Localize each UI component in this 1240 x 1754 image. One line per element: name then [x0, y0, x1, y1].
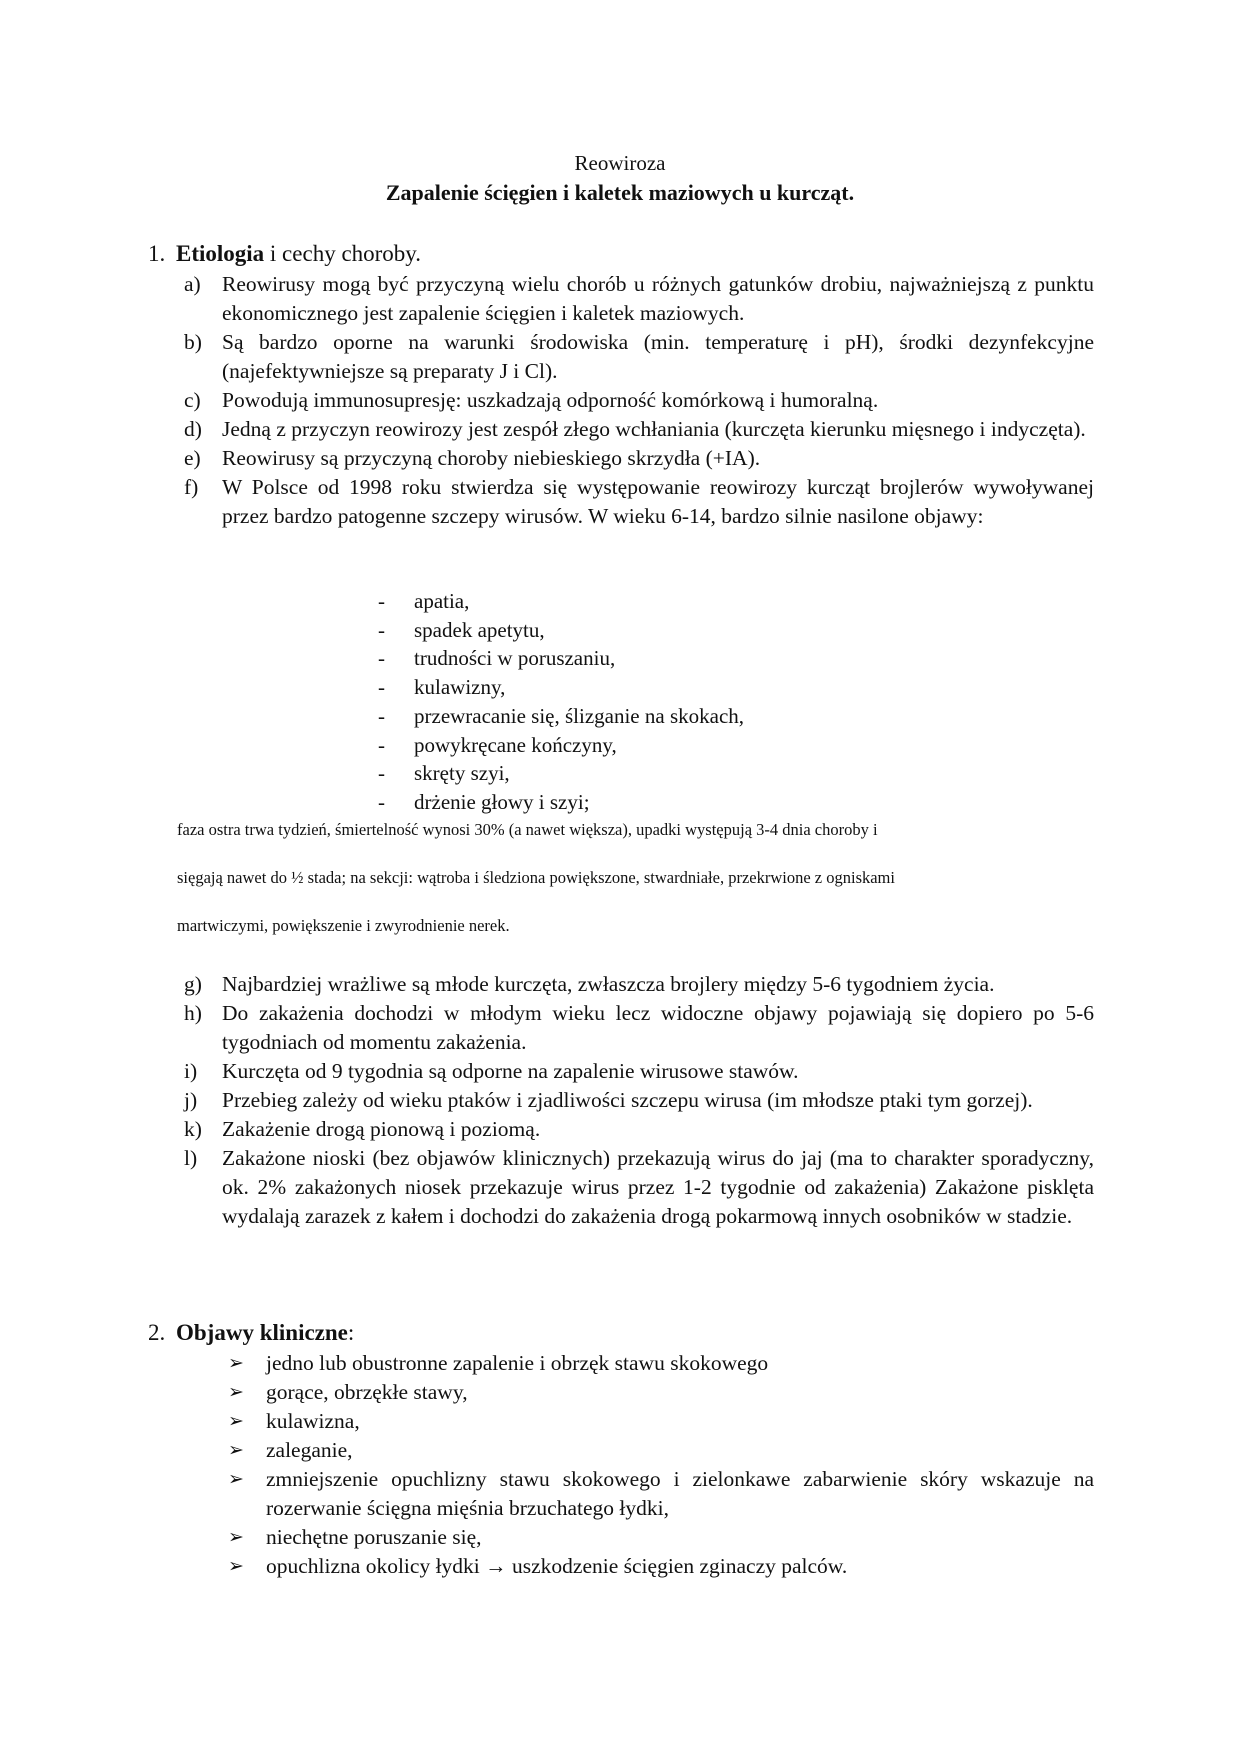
item-letter: f)	[184, 475, 199, 499]
dash-icon: -	[378, 617, 385, 642]
list-item	[184, 328, 1094, 386]
list-item	[378, 702, 744, 731]
item-text: kulawizny,	[414, 675, 506, 700]
item-text: przewracanie się, ślizganie na skokach,	[414, 703, 745, 728]
arrow-bullet-icon: ➢	[228, 1440, 244, 1461]
symptoms-dash-list	[378, 587, 744, 817]
list-item	[184, 970, 1094, 999]
list-item	[184, 415, 1094, 444]
item-letter: l)	[184, 1146, 198, 1170]
section-heading-rest: i cechy choroby.	[264, 241, 422, 266]
list-items-a	[184, 270, 1094, 531]
item-text: Reowirusy są przyczyną choroby niebieskiego skrzydła (+IA).	[222, 446, 761, 470]
list-item	[378, 616, 744, 645]
list-item	[184, 1086, 1094, 1115]
dash-icon: -	[378, 703, 385, 728]
item-text: Przebieg zależy od wieku ptaków i zjadliwości szczepu wirusa (im młodsze ptaki tym gorzej).	[222, 1088, 1033, 1112]
list-item	[228, 1523, 1094, 1552]
acute-phase-note	[177, 806, 1097, 950]
item-text: skręty szyi,	[414, 761, 510, 786]
list-item	[184, 1115, 1094, 1144]
list-item	[184, 444, 1094, 473]
list-item	[184, 270, 1094, 328]
section-number: 1.	[148, 241, 166, 266]
item-text: niechętne poruszanie się,	[266, 1525, 482, 1549]
list-item	[378, 673, 744, 702]
list-item	[378, 587, 744, 616]
dash-icon: -	[378, 789, 385, 814]
arrow-bullet-icon: ➢	[228, 1556, 244, 1577]
item-letter: b)	[184, 330, 202, 354]
item-text: Są bardzo oporne na warunki środowiska (min. temperaturę i pH), środki dezynfekcyjne (najefektywniejsze są preparaty J i Cl).	[222, 330, 1094, 383]
item-text: Powodują immunosupresję: uszkadzają odporność komórkową i humoralną.	[222, 388, 879, 412]
item-text: trudności w poruszaniu,	[414, 646, 616, 671]
item-letter: e)	[184, 446, 201, 470]
dash-icon: -	[378, 589, 385, 613]
section-1-heading	[148, 241, 421, 267]
list-item	[184, 473, 1094, 531]
item-text: Reowirusy mogą być przyczyną wielu chorób u różnych gatunków drobiu, najważniejszą z punktu ekonomicznego jest zapalenie ścięgien i kaletek maziowych.	[222, 272, 1094, 325]
item-letter: i)	[184, 1059, 198, 1083]
item-letter: k)	[184, 1117, 202, 1141]
list-item	[184, 1057, 1094, 1086]
item-text: jedno lub obustronne zapalenie i obrzęk stawu skokowego	[266, 1351, 769, 1375]
dash-icon: -	[378, 761, 385, 786]
arrow-bullet-icon: ➢	[228, 1411, 244, 1432]
arrow-bullet-icon: ➢	[228, 1527, 244, 1548]
list-item	[228, 1552, 1094, 1581]
arrow-bullet-icon: ➢	[228, 1382, 244, 1403]
item-letter: d)	[184, 417, 202, 441]
item-letter: j)	[184, 1088, 198, 1112]
item-letter: c)	[184, 388, 201, 412]
list-items-b	[184, 970, 1094, 1231]
item-letter: h)	[184, 1001, 202, 1025]
section-2-heading	[148, 1320, 354, 1346]
item-text: Do zakażenia dochodzi w młodym wieku lecz widoczne objawy pojawiają się dopiero po 5-6 tygodniach od momentu zakażenia.	[222, 1001, 1094, 1054]
list-item	[184, 999, 1094, 1057]
item-text: Kurczęta od 9 tygodnia są odporne na zapalenie wirusowe stawów.	[222, 1059, 799, 1083]
list-item	[228, 1378, 1094, 1407]
list-item	[228, 1407, 1094, 1436]
item-text: gorące, obrzękłe stawy,	[266, 1380, 468, 1404]
note-line: faza ostra trwa tydzień, śmiertelność wynosi 30% (a nawet większa), upadki występują 3-4 dnia choroby i	[177, 820, 878, 839]
section-number: 2.	[148, 1320, 166, 1345]
item-text: kulawizna,	[266, 1409, 360, 1433]
section-heading-bold: Etiologia	[176, 241, 265, 266]
dash-icon: -	[378, 675, 385, 700]
list-item	[228, 1465, 1094, 1523]
list-item	[378, 644, 744, 673]
item-text: W Polsce od 1998 roku stwierdza się występowanie reowirozy kurcząt brojlerów wywoływanej przez bardzo patogenne szczepy wirusów. W wieku 6-14, bardzo silnie nasilone objawy:	[222, 475, 1094, 528]
arrow-bullet-icon: ➢	[228, 1353, 244, 1374]
dash-icon: -	[378, 646, 385, 671]
item-text: apatia,	[414, 589, 470, 613]
item-letter: a)	[184, 272, 201, 296]
list-item	[184, 1144, 1094, 1231]
item-text: Zakażone nioski (bez objawów klinicznych) przekazują wirus do jaj (ma to charakter sporadyczny, ok. 2% zakażonych niosek przekazuje wirus przez 1-2 tygodnie od zakażenia) Zakażone pisklęta wydalają zarazek z kałem i dochodzi do zakażenia drogą pokarmową innych osobników w stadzie.	[222, 1146, 1094, 1228]
item-text: zmniejszenie opuchlizny stawu skokowego i zielonkawe zabarwienie skóry wskazuje na rozerwanie ścięgna mięśnia brzuchatego łydki,	[266, 1467, 1094, 1520]
section-heading-bold: Objawy kliniczne	[176, 1320, 348, 1345]
note-line: martwiczymi, powiększenie i zwyrodnienie nerek.	[177, 916, 510, 935]
item-text: Zakażenie drogą pionową i poziomą.	[222, 1117, 541, 1141]
document-subtitle: Zapalenie ścięgien i kaletek maziowych u kurcząt.	[385, 180, 855, 205]
list-item	[184, 386, 1094, 415]
section-heading-rest: :	[347, 1320, 355, 1345]
list-item	[378, 731, 744, 760]
item-letter: g)	[184, 972, 202, 996]
clinical-signs-list	[228, 1349, 1094, 1581]
document-title: Reowiroza	[574, 151, 666, 175]
item-text: Jedną z przyczyn reowirozy jest zespół złego wchłaniania (kurczęta kierunku mięsnego i indyczęta).	[222, 417, 1086, 441]
list-item	[228, 1436, 1094, 1465]
item-text: opuchlizna okolicy łydki → uszkodzenie ścięgien zginaczy palców.	[266, 1554, 848, 1578]
item-text: spadek apetytu,	[414, 617, 545, 642]
item-text: drżenie głowy i szyi;	[414, 789, 590, 814]
item-text: Najbardziej wrażliwe są młode kurczęta, zwłaszcza brojlery między 5-6 tygodniem życia.	[222, 972, 995, 996]
dash-icon: -	[378, 732, 385, 757]
note-line: sięgają nawet do ½ stada; na sekcji: wątroba i śledziona powiększone, stwardniałe, przekrwione z ogniskami	[177, 868, 895, 887]
list-item	[378, 759, 744, 788]
list-item	[228, 1349, 1094, 1378]
item-text: powykręcane kończyny,	[414, 732, 617, 757]
item-text: zaleganie,	[266, 1438, 353, 1462]
arrow-bullet-icon: ➢	[228, 1469, 244, 1490]
